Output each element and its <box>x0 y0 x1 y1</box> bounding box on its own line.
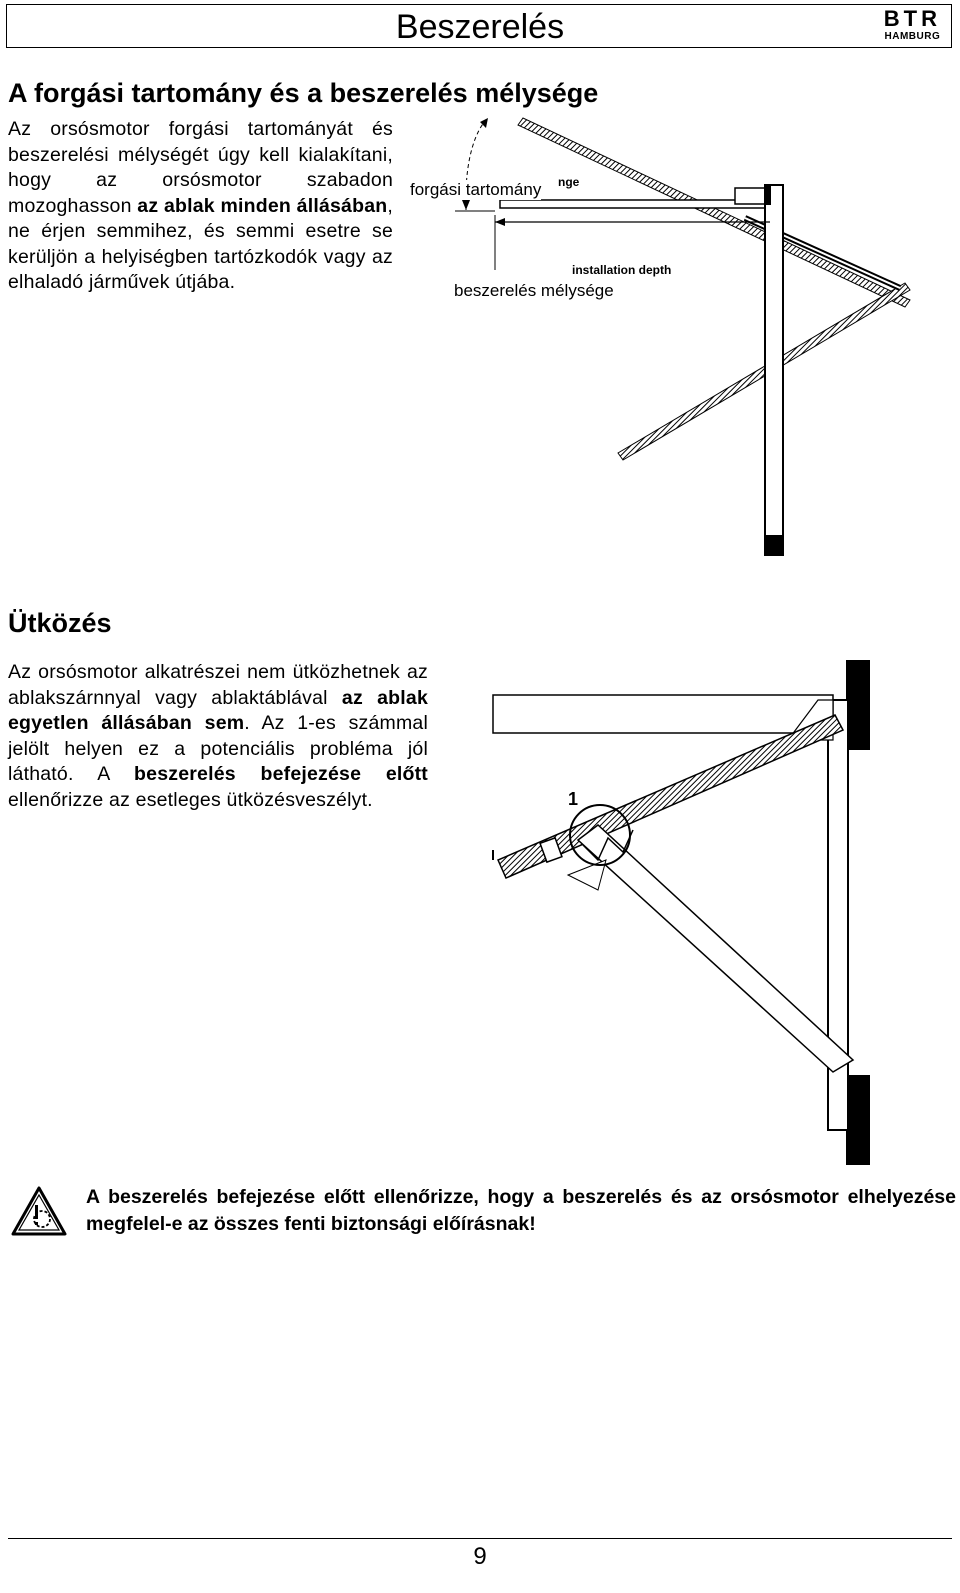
section-heading-rotation-range: A forgási tartomány és a beszerelés mélysége <box>8 78 599 108</box>
label-rotation-range: forgási tartomány <box>410 180 542 199</box>
para-text: , ne érjen semmihez, és semmi esetre se kerüljön a helyiségben tartózkodók vagy az elhaladó járművek útjába. <box>8 194 393 293</box>
section-heading-collision: Ütközés <box>8 608 112 638</box>
warning-text: A beszerelés befejezése előtt ellenőrizze, hogy a beszerelés és az orsósmotor elhelyezése megfelel-e az összes fenti biztonsági előírásnak! <box>86 1186 956 1235</box>
para-text: Az orsósmotor alkatrészei nem ütközhetnek az ablakszárnnyal vagy ablaktáblával <box>8 661 428 709</box>
collision-marker-1: 1 <box>568 789 579 809</box>
para-bold-text: beszerelés befejezése előtt <box>134 763 429 785</box>
page-header <box>6 4 952 48</box>
para-bold-text: az ablak egyetlen állásában sem <box>8 686 428 734</box>
para-text: . Az 1-es számmal jelölt helyen ez a potenciális probléma jól látható. A <box>8 712 428 785</box>
page-number: 9 <box>473 1543 487 1570</box>
collision-diagram <box>488 660 878 1165</box>
open-sash <box>518 118 910 307</box>
para-text: Az orsósmotor forgási tartományát és beszerelési mélységét úgy kell kialakítani, hogy az orsósmotor szabadon mozoghasson <box>8 118 393 217</box>
para-text: ellenőrizze az esetleges ütközésveszélyt. <box>8 788 373 811</box>
para-bold-text: az ablak minden állásában <box>137 194 388 217</box>
logo-main-text: BTR <box>883 6 941 31</box>
label-installation-depth: beszerelés mélysége <box>454 281 614 300</box>
section-paragraph-rotation-range <box>8 117 393 296</box>
section-paragraph-collision <box>8 660 428 813</box>
footer-divider <box>8 1538 952 1539</box>
header-title: Beszerelés <box>395 8 565 46</box>
orig-label-depth: installation depth <box>572 263 672 277</box>
logo-sub-text: HAMBURG <box>884 31 941 42</box>
btr-logo <box>884 7 941 43</box>
warning-triangle-gear-icon <box>10 1185 68 1237</box>
installation-depth-diagram <box>400 110 800 560</box>
orig-label-range: nge <box>558 175 580 189</box>
